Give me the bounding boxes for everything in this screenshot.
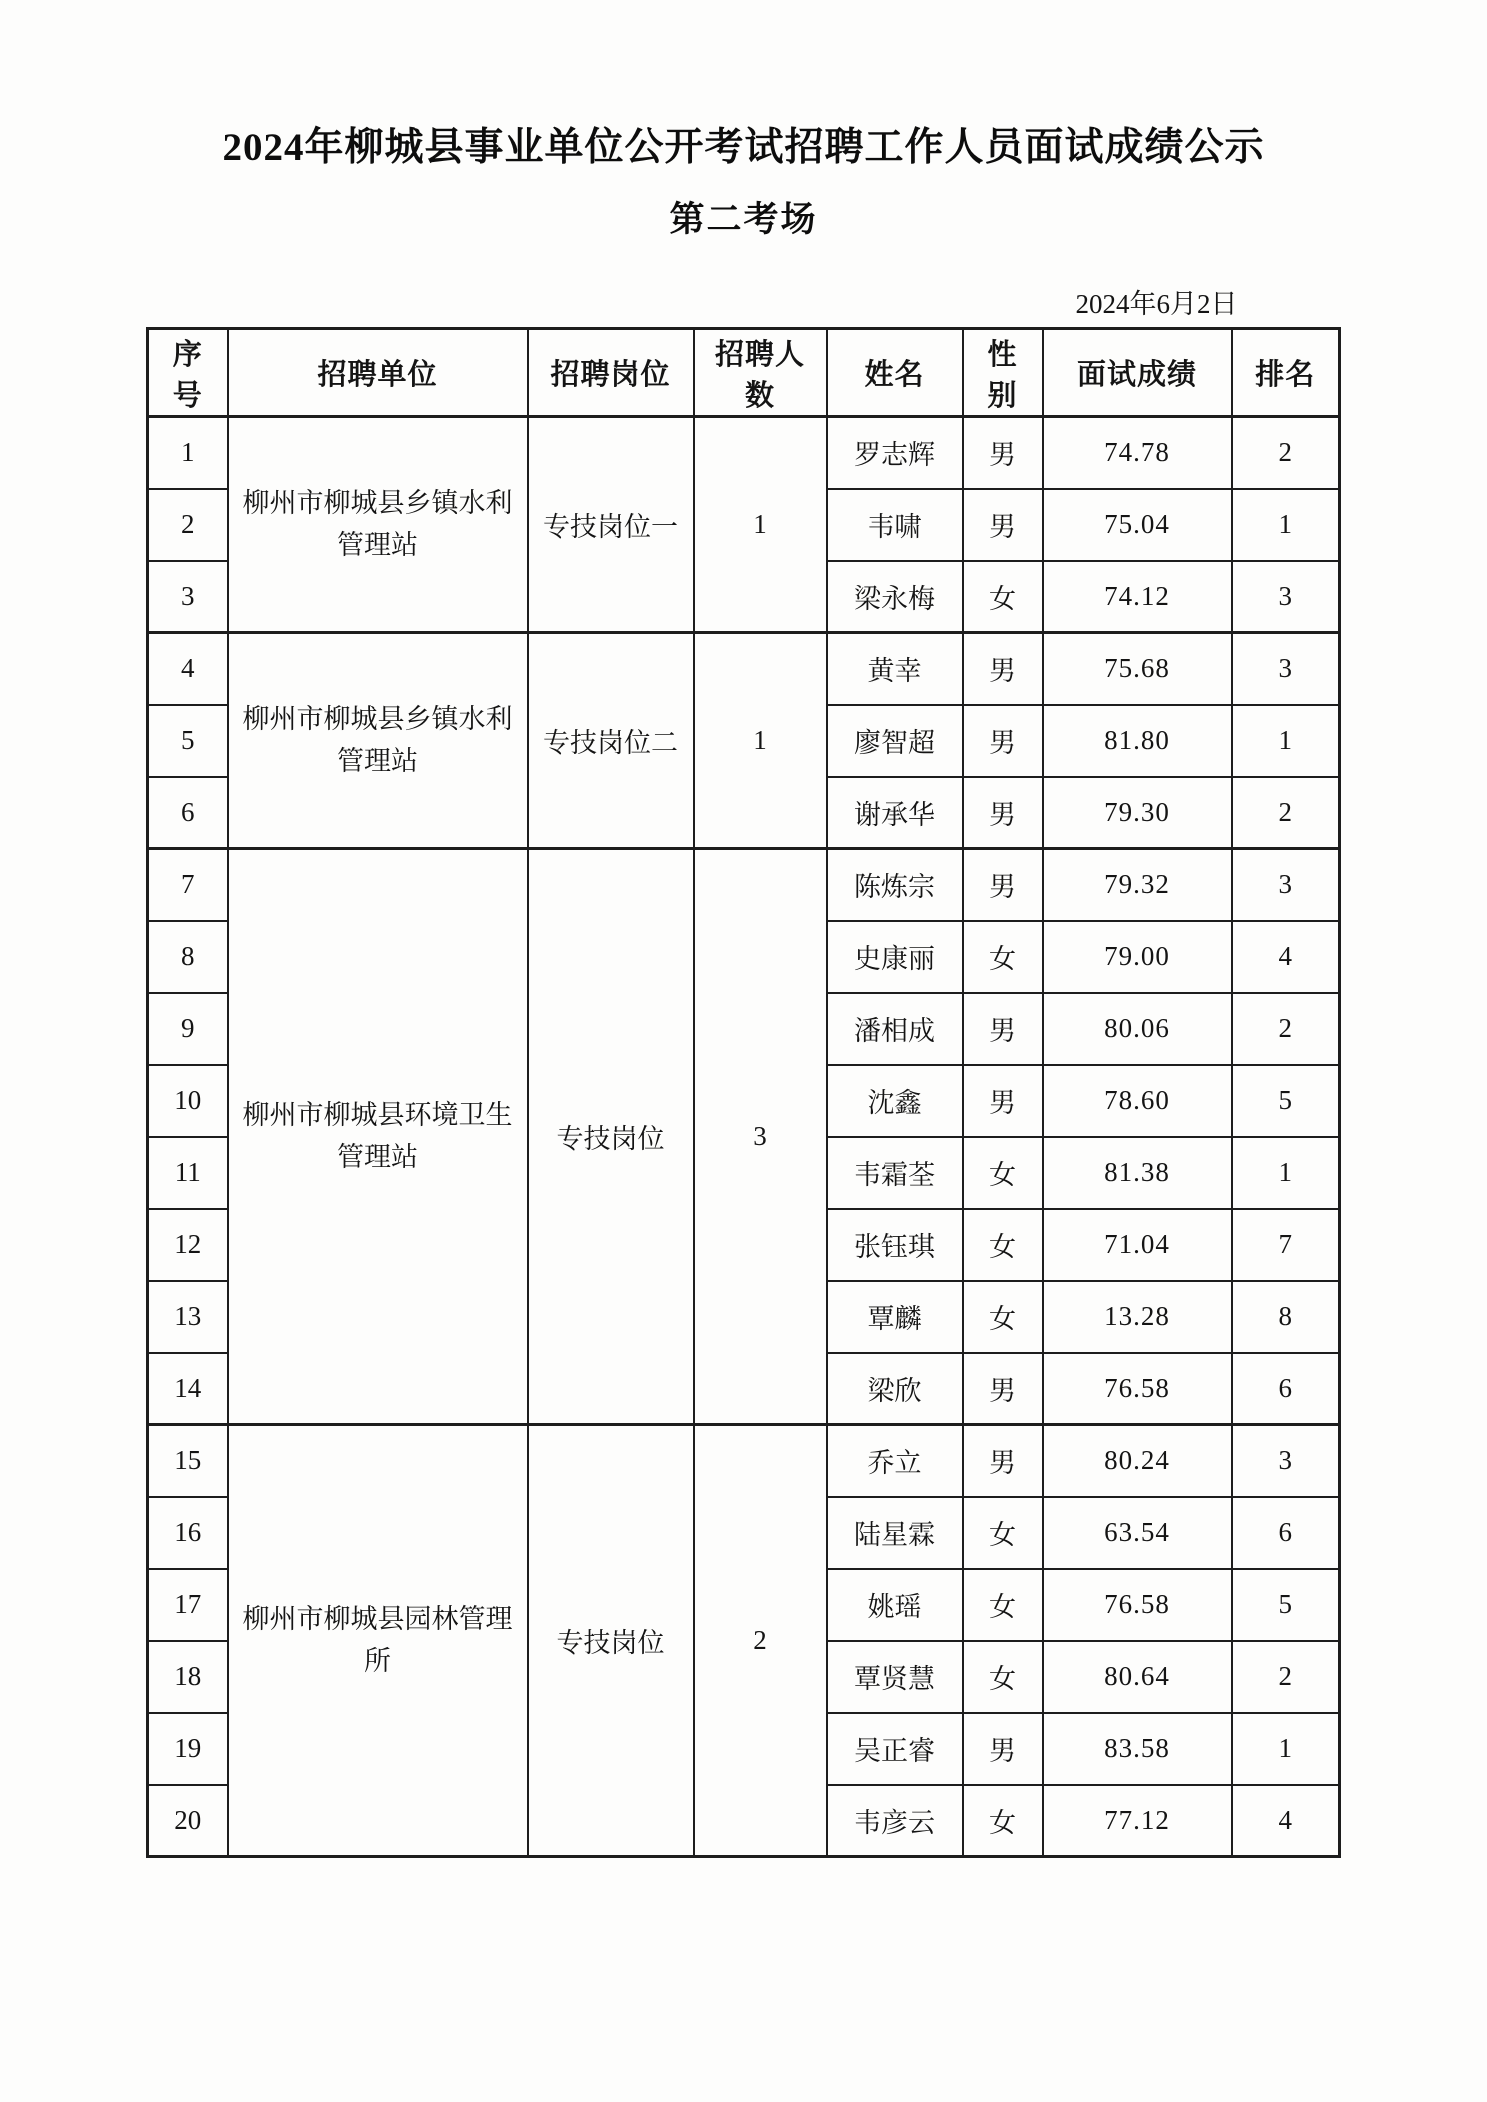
rank-cell: 3: [1232, 561, 1340, 633]
candidate-name-cell: 吴正睿: [827, 1713, 963, 1785]
candidate-name-cell: 谢承华: [827, 777, 963, 849]
date-label: 2024年6月2日: [1075, 289, 1238, 319]
rank-cell: 5: [1232, 1569, 1340, 1641]
candidate-name-cell: 史康丽: [827, 921, 963, 993]
rank-cell: 3: [1232, 633, 1340, 705]
interview-results-table: [146, 327, 1341, 1858]
gender-cell: 男: [963, 633, 1043, 705]
interview-score-cell: 78.60: [1043, 1065, 1232, 1137]
gender-cell: 男: [963, 1713, 1043, 1785]
position-cell: 专技岗位: [528, 849, 694, 1425]
gender-cell: 女: [963, 1209, 1043, 1281]
candidate-name-cell: 潘相成: [827, 993, 963, 1065]
rank-cell: 4: [1232, 1785, 1340, 1857]
serial-number-cell: 16: [148, 1497, 228, 1569]
candidate-name-cell: 张钰琪: [827, 1209, 963, 1281]
interview-score-cell: 74.12: [1043, 561, 1232, 633]
header-unit: 招聘单位: [228, 329, 528, 417]
rank-cell: 8: [1232, 1281, 1340, 1353]
rank-cell: 1: [1232, 1713, 1340, 1785]
interview-score-cell: 74.78: [1043, 417, 1232, 489]
interview-score-cell: 76.58: [1043, 1353, 1232, 1425]
serial-number-cell: 6: [148, 777, 228, 849]
gender-cell: 男: [963, 1425, 1043, 1497]
serial-number-cell: 1: [148, 417, 228, 489]
gender-cell: 女: [963, 1281, 1043, 1353]
interview-score-cell: 76.58: [1043, 1569, 1232, 1641]
table-row: [148, 417, 1340, 489]
gender-cell: 男: [963, 705, 1043, 777]
gender-cell: 女: [963, 921, 1043, 993]
candidate-name-cell: 罗志辉: [827, 417, 963, 489]
rank-cell: 2: [1232, 417, 1340, 489]
rank-cell: 6: [1232, 1353, 1340, 1425]
table-row: [148, 1425, 1340, 1497]
serial-number-cell: 11: [148, 1137, 228, 1209]
gender-cell: 男: [963, 417, 1043, 489]
candidate-name-cell: 梁永梅: [827, 561, 963, 633]
table-row: [148, 849, 1340, 921]
header-position: 招聘岗位: [528, 329, 694, 417]
position-cell: 专技岗位一: [528, 417, 694, 633]
interview-score-cell: 80.06: [1043, 993, 1232, 1065]
header-count: 招聘人数: [694, 329, 827, 417]
candidate-name-cell: 韦啸: [827, 489, 963, 561]
recruiting-unit-cell: 柳州市柳城县乡镇水利管理站: [228, 417, 528, 633]
headcount-cell: 3: [694, 849, 827, 1425]
gender-cell: 女: [963, 1137, 1043, 1209]
interview-score-cell: 79.30: [1043, 777, 1232, 849]
header-name: 姓名: [827, 329, 963, 417]
rank-cell: 2: [1232, 1641, 1340, 1713]
candidate-name-cell: 梁欣: [827, 1353, 963, 1425]
candidate-name-cell: 乔立: [827, 1425, 963, 1497]
candidate-name-cell: 覃贤慧: [827, 1641, 963, 1713]
interview-score-cell: 13.28: [1043, 1281, 1232, 1353]
recruiting-unit-cell: 柳州市柳城县园林管理所: [228, 1425, 528, 1857]
interview-score-cell: 83.58: [1043, 1713, 1232, 1785]
serial-number-cell: 7: [148, 849, 228, 921]
interview-score-cell: 75.04: [1043, 489, 1232, 561]
header-score: 面试成绩: [1043, 329, 1232, 417]
candidate-name-cell: 陈炼宗: [827, 849, 963, 921]
rank-cell: 6: [1232, 1497, 1340, 1569]
rank-cell: 1: [1232, 705, 1340, 777]
rank-cell: 5: [1232, 1065, 1340, 1137]
headcount-cell: 1: [694, 417, 827, 633]
gender-cell: 男: [963, 993, 1043, 1065]
interview-score-cell: 80.64: [1043, 1641, 1232, 1713]
serial-number-cell: 17: [148, 1569, 228, 1641]
interview-score-cell: 63.54: [1043, 1497, 1232, 1569]
gender-cell: 女: [963, 1497, 1043, 1569]
table-row: [148, 633, 1340, 705]
serial-number-cell: 19: [148, 1713, 228, 1785]
serial-number-cell: 13: [148, 1281, 228, 1353]
recruiting-unit-cell: 柳州市柳城县环境卫生管理站: [228, 849, 528, 1425]
serial-number-cell: 8: [148, 921, 228, 993]
rank-cell: 2: [1232, 993, 1340, 1065]
candidate-name-cell: 姚瑶: [827, 1569, 963, 1641]
interview-score-cell: 77.12: [1043, 1785, 1232, 1857]
serial-number-cell: 9: [148, 993, 228, 1065]
serial-number-cell: 15: [148, 1425, 228, 1497]
exam-room-subtitle: 第二考场: [669, 200, 818, 239]
gender-cell: 女: [963, 1641, 1043, 1713]
rank-cell: 2: [1232, 777, 1340, 849]
serial-number-cell: 4: [148, 633, 228, 705]
interview-score-cell: 75.68: [1043, 633, 1232, 705]
position-cell: 专技岗位: [528, 1425, 694, 1857]
rank-cell: 7: [1232, 1209, 1340, 1281]
recruiting-unit-cell: 柳州市柳城县乡镇水利管理站: [228, 633, 528, 849]
serial-number-cell: 18: [148, 1641, 228, 1713]
candidate-name-cell: 沈鑫: [827, 1065, 963, 1137]
rank-cell: 1: [1232, 1137, 1340, 1209]
headcount-cell: 2: [694, 1425, 827, 1857]
serial-number-cell: 20: [148, 1785, 228, 1857]
header-gender: 性别: [963, 329, 1043, 417]
rank-cell: 3: [1232, 849, 1340, 921]
gender-cell: 男: [963, 849, 1043, 921]
serial-number-cell: 12: [148, 1209, 228, 1281]
header-no: 序号: [148, 329, 228, 417]
candidate-name-cell: 廖智超: [827, 705, 963, 777]
document-title: 2024年柳城县事业单位公开考试招聘工作人员面试成绩公示: [222, 126, 1265, 169]
gender-cell: 男: [963, 777, 1043, 849]
interview-score-cell: 79.32: [1043, 849, 1232, 921]
header-rank: 排名: [1232, 329, 1340, 417]
gender-cell: 女: [963, 1569, 1043, 1641]
interview-score-cell: 71.04: [1043, 1209, 1232, 1281]
rank-cell: 1: [1232, 489, 1340, 561]
candidate-name-cell: 陆星霖: [827, 1497, 963, 1569]
candidate-name-cell: 韦彦云: [827, 1785, 963, 1857]
gender-cell: 女: [963, 561, 1043, 633]
headcount-cell: 1: [694, 633, 827, 849]
interview-score-cell: 80.24: [1043, 1425, 1232, 1497]
rank-cell: 4: [1232, 921, 1340, 993]
gender-cell: 女: [963, 1785, 1043, 1857]
table-header-row: [148, 329, 1340, 417]
interview-score-cell: 81.38: [1043, 1137, 1232, 1209]
gender-cell: 男: [963, 489, 1043, 561]
serial-number-cell: 14: [148, 1353, 228, 1425]
serial-number-cell: 2: [148, 489, 228, 561]
rank-cell: 3: [1232, 1425, 1340, 1497]
serial-number-cell: 5: [148, 705, 228, 777]
candidate-name-cell: 黄幸: [827, 633, 963, 705]
position-cell: 专技岗位二: [528, 633, 694, 849]
candidate-name-cell: 韦霜荃: [827, 1137, 963, 1209]
gender-cell: 男: [963, 1065, 1043, 1137]
serial-number-cell: 3: [148, 561, 228, 633]
interview-score-cell: 79.00: [1043, 921, 1232, 993]
candidate-name-cell: 覃麟: [827, 1281, 963, 1353]
gender-cell: 男: [963, 1353, 1043, 1425]
serial-number-cell: 10: [148, 1065, 228, 1137]
interview-score-cell: 81.80: [1043, 705, 1232, 777]
